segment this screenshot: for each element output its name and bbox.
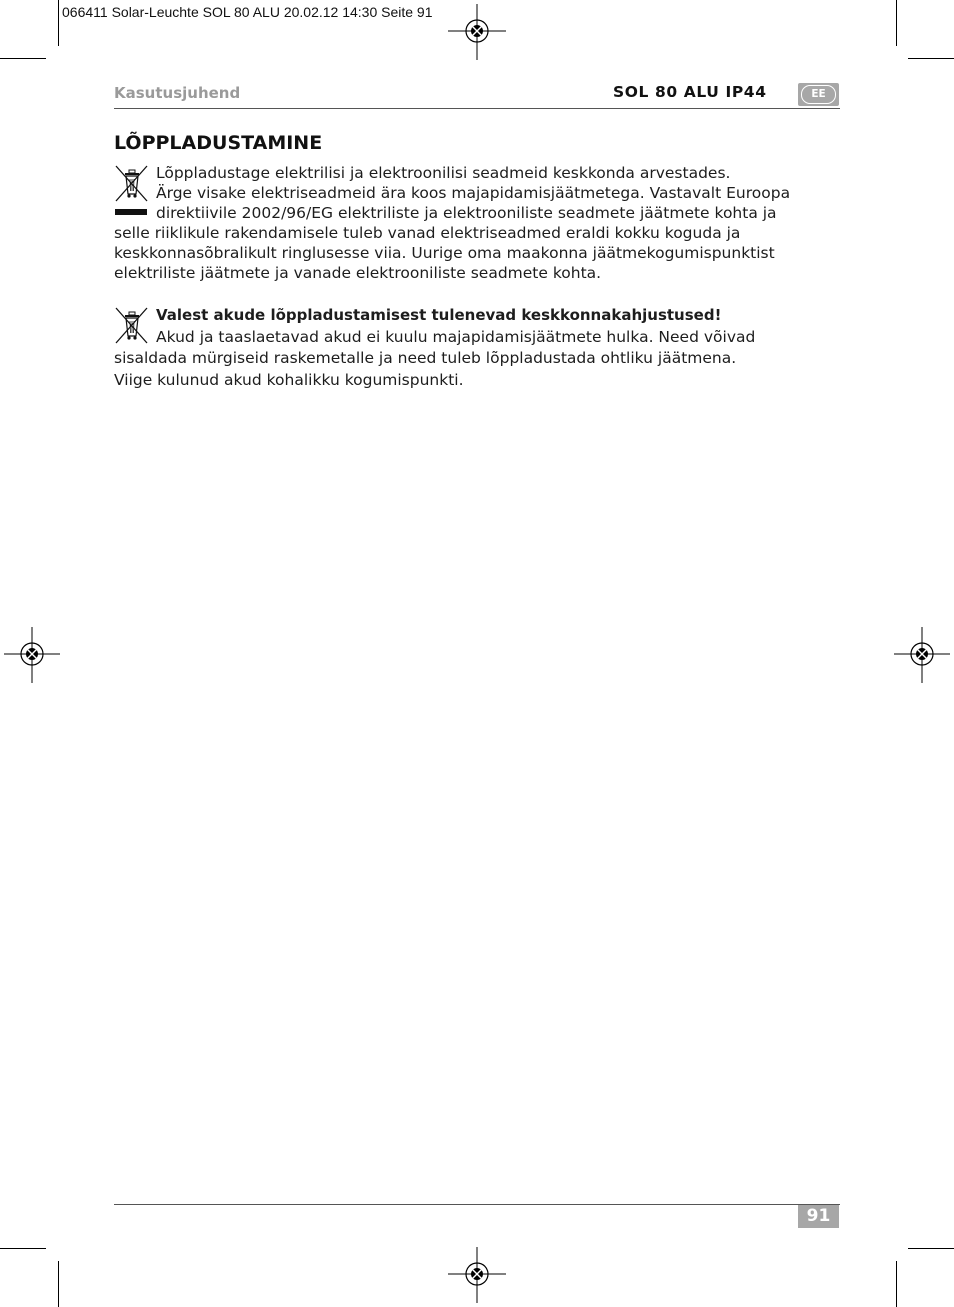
language-badge <box>798 83 839 106</box>
crop-mark-tr-h <box>908 58 954 59</box>
paragraph-line: Lõppladustage elektrilisi ja elektroonilisi seadmeid keskkonda arvestades. <box>156 164 731 182</box>
paragraph-line: direktiivile 2002/96/EG elektriliste ja elektrooniliste seadmete jäätmete kohta ja <box>156 204 777 222</box>
crop-mark-bl-v <box>58 1261 59 1307</box>
crop-mark-br-h <box>908 1248 954 1249</box>
registration-mark-icon <box>448 4 506 60</box>
page-number: 91 <box>798 1205 839 1228</box>
header-rule <box>114 108 840 109</box>
registration-mark-icon <box>448 1247 506 1303</box>
warning-heading: Valest akude lõppladustamisest tulenevad keskkonnakahjustused! <box>156 306 722 324</box>
paragraph-line: keskkonnasõbralikult ringlusesse viia. Uurige oma maakonna jäätmekogumispunktist <box>114 244 775 262</box>
language-badge-text: EE <box>801 85 836 104</box>
paragraph-line: sisaldada mürgiseid raskemetalle ja need tuleb lõppladustada ohtliku jäätmena. <box>114 349 737 367</box>
paragraph-line: elektriliste jäätmete ja vanade elektrooniliste seadmete kohta. <box>114 264 602 282</box>
paragraph-line: Ärge visake elektriseadmeid ära koos majapidamisjäätmetega. Vastavalt Euroopa <box>156 184 791 202</box>
crossed-bin-icon <box>114 306 150 346</box>
crossed-bin-icon <box>114 164 150 220</box>
registration-mark-icon <box>894 627 950 683</box>
crop-mark-tr-v <box>896 0 897 46</box>
paragraph-line: Viige kulunud akud kohalikku kogumispunkti. <box>114 371 464 389</box>
crop-mark-tl-v <box>58 0 59 46</box>
crop-mark-bl-h <box>0 1248 46 1249</box>
print-slug-line: 066411 Solar-Leuchte SOL 80 ALU 20.02.12 14:30 Seite 91 <box>62 4 433 20</box>
paragraph-line: Akud ja taaslaetavad akud ei kuulu majapidamisjäätmete hulka. Need võivad <box>156 328 756 346</box>
footer-rule <box>114 1204 840 1205</box>
registration-mark-icon <box>4 627 60 683</box>
crop-mark-br-v <box>896 1261 897 1307</box>
header-manual-label: Kasutusjuhend <box>114 84 241 102</box>
section-title: LÕPPLADUSTAMINE <box>114 132 323 154</box>
crop-mark-tl-h <box>0 58 46 59</box>
header-model-label: SOL 80 ALU IP44 <box>613 83 767 101</box>
paragraph-line: selle riiklikule rakendamisele tuleb vanad elektriseadmed eraldi kokku koguda ja <box>114 224 741 242</box>
